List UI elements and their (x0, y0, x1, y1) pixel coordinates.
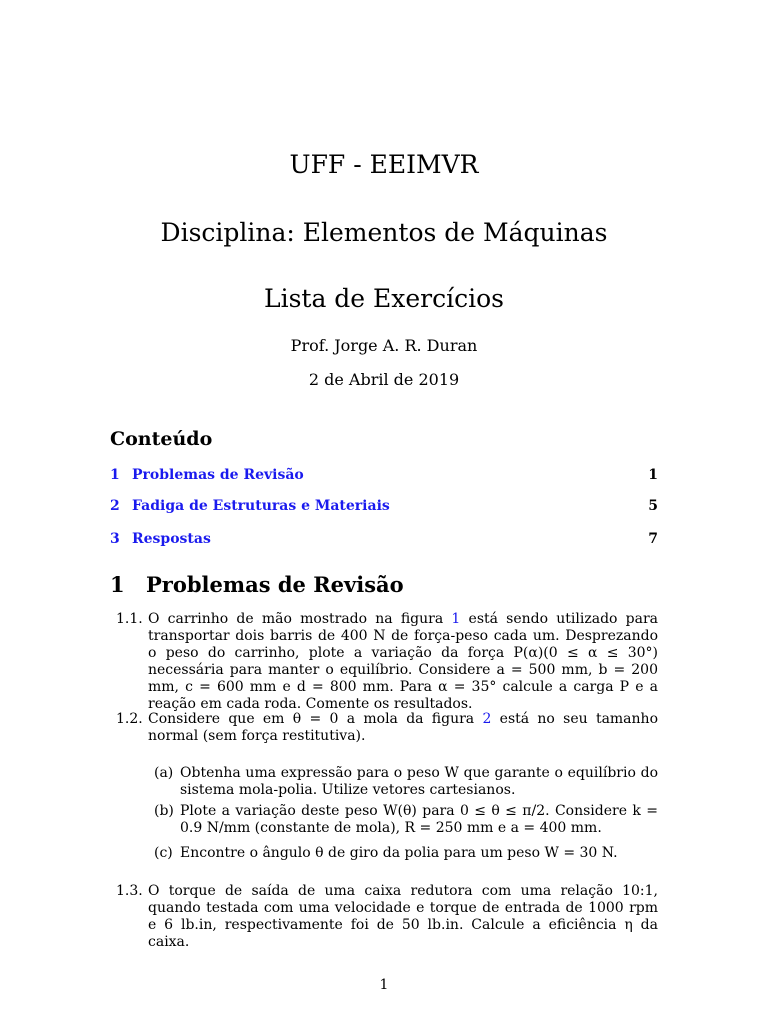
document-title: Lista de Exercícios (263, 284, 505, 313)
toc-entry-link[interactable]: Respostas (132, 531, 211, 547)
figure-reference-link[interactable]: 1 (451, 611, 461, 627)
section-title: Problemas de Revisão (146, 572, 404, 597)
subitem-text: Obtenha uma expressão para o peso W que garante o equilíbrio do sistema mola-polia. Utilize vetores cartesianos. (180, 765, 658, 798)
problem-text-part: está no seu tamanho normal (sem força restitutiva). (148, 711, 658, 744)
figure-reference-link[interactable]: 2 (482, 711, 492, 727)
problem-text-part: O carrinho de mão mostrado na figura (148, 611, 452, 627)
problem-text (148, 711, 658, 745)
problem-number: 1.2. (116, 711, 143, 727)
problem-text-part: está sendo utilizado para transportar dois barris de 400 N de força-peso cada um. Desprezando o peso do carrinho, plote a variação da força P(α)(0 ≤ α ≤ 30°) necessária para manter o equilíbrio. Considere a = 500 mm, b = 200 mm, c = 600 mm e d = 800 mm. Para α = 35° calcule a carga P e a reação em cada roda. Comente os resultados. (148, 611, 659, 712)
page-number: 1 (379, 977, 389, 993)
date: 2 de Abril de 2019 (308, 370, 460, 389)
toc-entry-link[interactable]: Problemas de Revisão (132, 467, 304, 483)
institution-title: UFF - EEIMVR (289, 150, 479, 179)
problem-text: O torque de saída de uma caixa redutora com uma relação 10:1, quando testada com uma velocidade e torque de entrada de 1000 rpm e 6 lb.in, respectivamente foi de 50 lb.in. Calcule a eficiência η da caixa. (148, 883, 658, 950)
toc-entry-number: 1 (110, 467, 120, 483)
subitem-text: Plote a variação deste peso W(θ) para 0 ≤ θ ≤ π/2. Considere k = 0.9 N/mm (constante de mola), R = 250 mm e a = 400 mm. (180, 803, 658, 836)
toc-entry[interactable] (110, 498, 658, 518)
problem-number: 1.1. (116, 611, 143, 627)
toc-entry-number: 2 (110, 498, 120, 514)
toc-entry-page: 5 (648, 498, 658, 514)
subitem-label: (a) (154, 765, 174, 781)
subitem-label: (c) (154, 845, 173, 861)
problem-number: 1.3. (116, 883, 143, 899)
problem-text-part: Considere que em θ = 0 a mola da figura (148, 711, 483, 727)
toc-entry[interactable] (110, 531, 658, 551)
toc-entry-page: 7 (648, 531, 658, 547)
toc-entry-link[interactable]: Fadiga de Estruturas e Materiais (132, 498, 390, 514)
toc-entry-page: 1 (648, 467, 658, 483)
subitem-text: Encontre o ângulo θ de giro da polia para um peso W = 30 N. (180, 845, 618, 861)
toc-heading: Conteúdo (110, 428, 213, 450)
course-title: Disciplina: Elementos de Máquinas (160, 218, 608, 247)
author: Prof. Jorge A. R. Duran (290, 336, 478, 355)
toc-entry[interactable] (110, 467, 658, 487)
problem-text (148, 611, 658, 713)
subitem-label: (b) (154, 803, 174, 819)
section-number: 1 (110, 572, 125, 597)
toc-entry-number: 3 (110, 531, 120, 547)
